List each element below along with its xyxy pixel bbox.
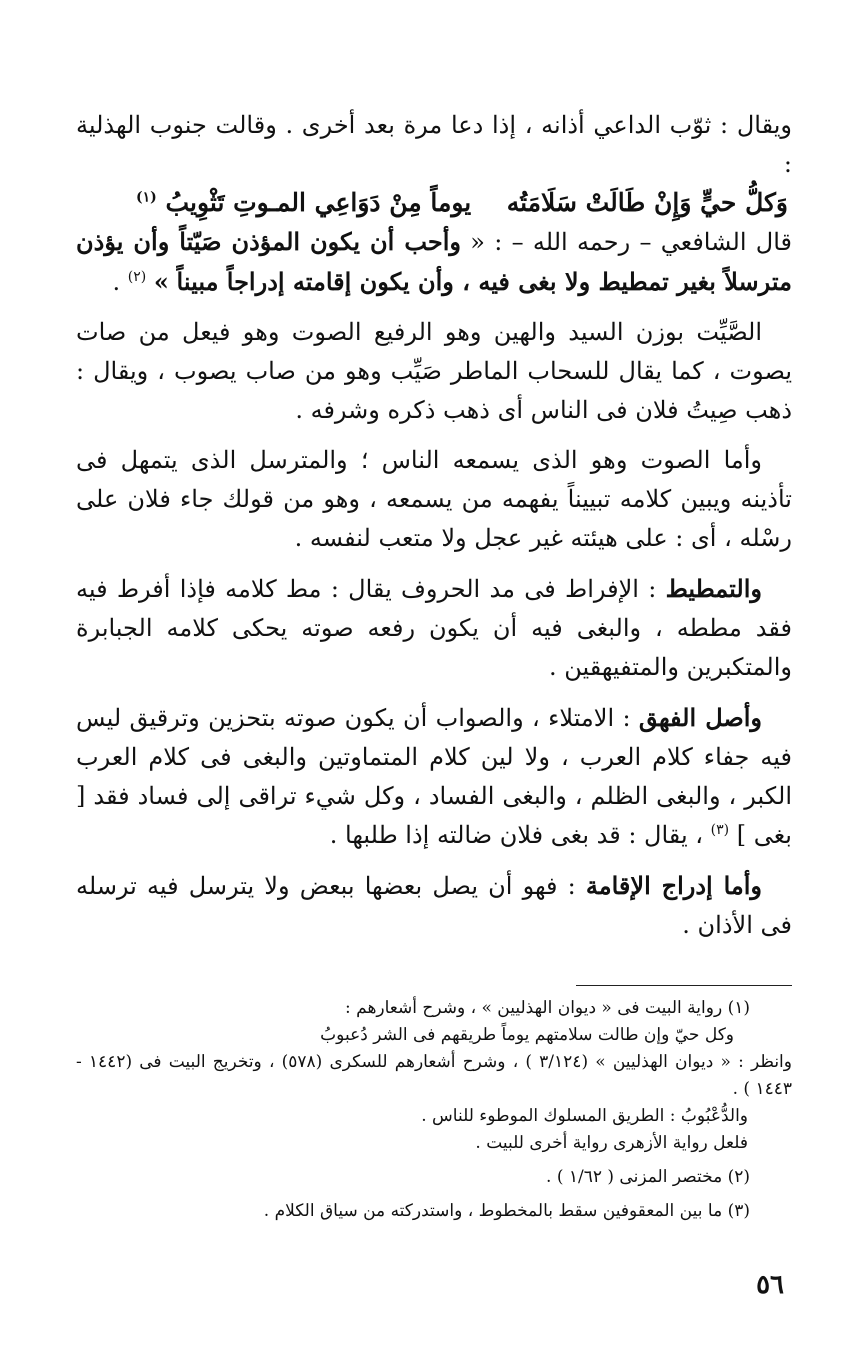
footnote-ref-3: (٣) — [710, 822, 730, 838]
verse-second-hemistich: يوماً مِنْ دَوَاعِي المـوتِ تَثْوِيبُ $^{(١)}$ — [136, 188, 472, 217]
verse-first-hemistich: وَكلُّ حيٍّ وَإِنْ طَالَتْ سَلَامَتُه — [506, 188, 788, 217]
paragraph-sayyit: الصَّيِّت بوزن السيد والهين وهو الرفيع الصوت وهو فيعل من صات يصوت ، كما يقال للسحاب الماطر صَيِّب وهو من صاب يصوب ، ويقال : ذهب صِيتُ فلان فى الناس أى ذهب ذكره وشرفه . — [76, 318, 792, 424]
term-idraj: وأما إدراج الإقامة — [585, 871, 762, 900]
footnote-separator — [576, 985, 792, 986]
footnote-ref-1: (١) — [136, 189, 157, 206]
paragraph-fahq: وأصل الفهق : الامتلاء ، والصواب أن يكون صوته بتحزين وترقيق ليس فيه جفاء كلام العرب ، ولا لين كلام المتماوتين والبغى فى كلام العرب الكبر ، والبغى الظلم ، والبغى الفساد ، وكل شيء تراقى إلى فساد فقد [ بغى ] $^{(٣)}$ ، يقال : قد بغى فلان ضالته إذا طلبها . — [76, 703, 792, 849]
footnote-1-line4: فلعل رواية الأزهرى رواية أخرى للبيت . — [475, 1133, 748, 1153]
footnote-1-line1: (١) رواية البيت فى « ديوان الهذليين » ، وشرح أشعارهم : — [345, 998, 750, 1018]
term-tamtit: والتمطيط — [665, 574, 762, 603]
footnote-1-line2: وانظر : « ديوان الهذليين » (٣/١٢٤ ) ، وشرح أشعارهم للسكرى (٥٧٨) ، وتخريج البيت فى (١٤٤٢ - ١٤٤٣ ) . — [76, 1052, 792, 1099]
page-number: ٥٦ — [756, 1270, 784, 1300]
footnote-ref-2: (٢) — [127, 269, 147, 285]
footnote-1-verse: وكل حيّ وإن طالت سلامتهم يوماً طريقهم فى الشر دُعبوبُ — [320, 1025, 734, 1045]
shafii-lead: قال الشافعي – رحمه الله – : « — [470, 228, 792, 256]
quote-close: » — [153, 267, 169, 296]
intro-line: ويقال : ثوّب الداعي أذانه ، إذا دعا مرة بعد أخرى . وقالت جنوب الهذلية : — [76, 111, 792, 178]
footnote-3: (٣) ما بين المعقوفين سقط بالمخطوط ، واستدركته من سياق الكلام . — [263, 1201, 750, 1221]
footnote-2: (٢) مختصر المزنى ( ١/٦٢ ) . — [546, 1167, 750, 1187]
term-fahq: وأصل الفهق — [638, 703, 763, 732]
paragraph-tamtit: والتمطيط : الإفراط فى مد الحروف يقال : مط كلامه فإذا أفرط فيه فقد مططه ، والبغى فيه أن يكون رفعه صوته يحكى كلامه الجبابرة والمتكبرين والمتفيهقين . — [76, 574, 793, 681]
paragraph-idraj: وأما إدراج الإقامة : فهو أن يصل بعضها ببعض ولا يترسل فيه ترسله فى الأذان . — [76, 871, 792, 939]
poem-verse — [76, 184, 792, 222]
main-text — [76, 106, 792, 945]
footnotes — [76, 995, 792, 1225]
paragraph-mutarassil: وأما الصوت وهو الذى يسمعه الناس ؛ والمترسل الذى يتمهل فى تأذينه ويبين كلامه تبييناً يفهمه من يسمعه ، وهو من قولك جاء فلان على رسْله ، أى : على هيئته غير عجل ولا متعب لنفسه . — [76, 446, 792, 552]
shafii-quote — [76, 222, 792, 302]
shafii-quote-text: وأحب أن يكون المؤذن صَيّتاً وأن يؤذن مترسلاً بغير تمطيط ولا بغى فيه ، وأن يكون إقامته إدراجاً مبيناً — [76, 227, 792, 296]
footnote-1-line3: والدُّعْبُوبُ : الطريق المسلوك الموطوء للناس . — [421, 1106, 748, 1126]
shafii-tail: . — [112, 268, 128, 296]
